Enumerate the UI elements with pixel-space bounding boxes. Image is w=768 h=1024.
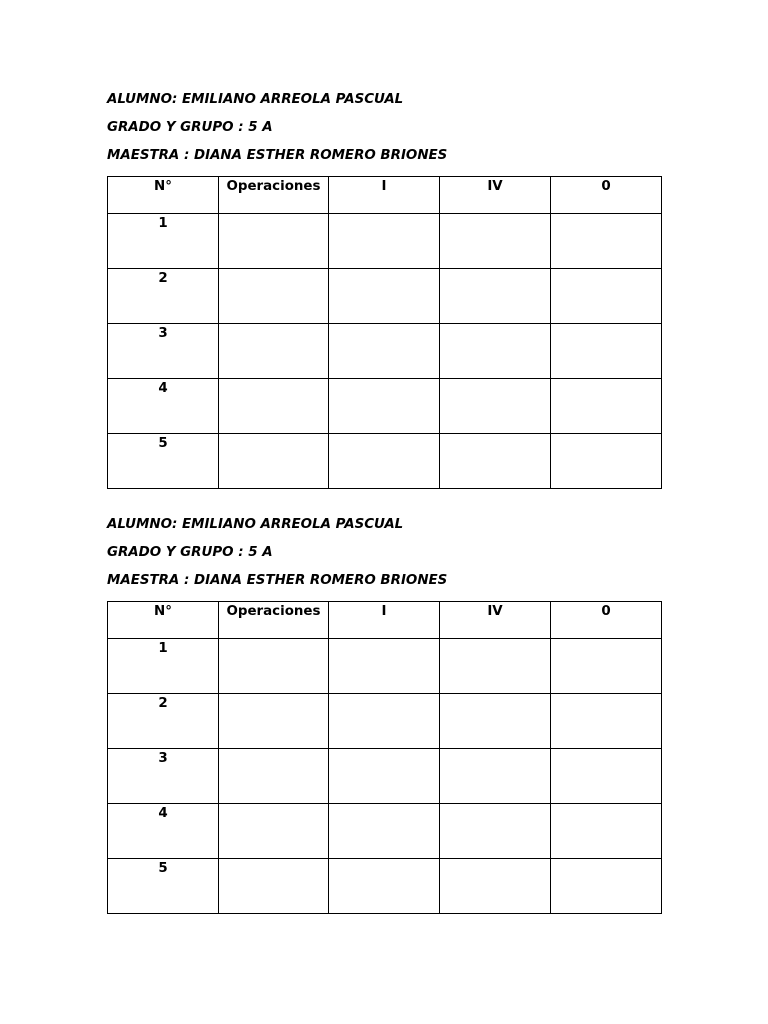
header-iv: IV [440, 177, 551, 214]
operations-cell [219, 639, 329, 694]
zero-cell [551, 804, 662, 859]
row-number: 1 [108, 214, 219, 269]
table-row [108, 749, 662, 804]
row-number: 3 [108, 324, 219, 379]
student-name: ALUMNO: EMILIANO ARREOLA PASCUAL [107, 92, 404, 107]
grade-group: GRADO Y GRUPO : 5 A [107, 120, 273, 135]
teacher-name: MAESTRA : DIANA ESTHER ROMERO BRIONES [107, 573, 448, 588]
zero-cell [551, 694, 662, 749]
row-number: 3 [108, 749, 219, 804]
i-cell [329, 859, 440, 914]
table-row [108, 434, 662, 489]
header-zero: 0 [551, 602, 662, 639]
row-number: 2 [108, 269, 219, 324]
table-row [108, 804, 662, 859]
iv-cell [440, 214, 551, 269]
header-operations: Operaciones [219, 602, 329, 639]
table-row [108, 859, 662, 914]
row-number: 5 [108, 434, 219, 489]
header-i: I [329, 602, 440, 639]
i-cell [329, 324, 440, 379]
operations-cell [219, 434, 329, 489]
zero-cell [551, 214, 662, 269]
operations-cell [219, 269, 329, 324]
operations-table [107, 176, 662, 489]
header-iv: IV [440, 602, 551, 639]
student-sheet-2 [107, 517, 661, 914]
zero-cell [551, 324, 662, 379]
operations-cell [219, 859, 329, 914]
zero-cell [551, 379, 662, 434]
operations-cell [219, 214, 329, 269]
header-number: N° [108, 177, 219, 214]
i-cell [329, 804, 440, 859]
iv-cell [440, 639, 551, 694]
table-row [108, 379, 662, 434]
iv-cell [440, 749, 551, 804]
iv-cell [440, 859, 551, 914]
grade-group: GRADO Y GRUPO : 5 A [107, 545, 273, 560]
table-header-row [108, 177, 662, 214]
table-row [108, 324, 662, 379]
iv-cell [440, 434, 551, 489]
table-row [108, 269, 662, 324]
teacher-name: MAESTRA : DIANA ESTHER ROMERO BRIONES [107, 148, 448, 163]
zero-cell [551, 434, 662, 489]
iv-cell [440, 804, 551, 859]
header-i: I [329, 177, 440, 214]
row-number: 2 [108, 694, 219, 749]
operations-cell [219, 379, 329, 434]
operations-table [107, 601, 662, 914]
operations-cell [219, 749, 329, 804]
table-row [108, 639, 662, 694]
zero-cell [551, 749, 662, 804]
iv-cell [440, 269, 551, 324]
table-header-row [108, 602, 662, 639]
student-sheet-1 [107, 92, 661, 489]
zero-cell [551, 859, 662, 914]
iv-cell [440, 379, 551, 434]
iv-cell [440, 694, 551, 749]
i-cell [329, 639, 440, 694]
operations-cell [219, 804, 329, 859]
row-number: 4 [108, 804, 219, 859]
i-cell [329, 694, 440, 749]
row-number: 1 [108, 639, 219, 694]
i-cell [329, 269, 440, 324]
operations-cell [219, 324, 329, 379]
row-number: 5 [108, 859, 219, 914]
iv-cell [440, 324, 551, 379]
i-cell [329, 214, 440, 269]
operations-cell [219, 694, 329, 749]
i-cell [329, 434, 440, 489]
header-operations: Operaciones [219, 177, 329, 214]
i-cell [329, 379, 440, 434]
zero-cell [551, 639, 662, 694]
header-number: N° [108, 602, 219, 639]
row-number: 4 [108, 379, 219, 434]
zero-cell [551, 269, 662, 324]
i-cell [329, 749, 440, 804]
student-name: ALUMNO: EMILIANO ARREOLA PASCUAL [107, 517, 404, 532]
table-row [108, 214, 662, 269]
table-row [108, 694, 662, 749]
header-zero: 0 [551, 177, 662, 214]
